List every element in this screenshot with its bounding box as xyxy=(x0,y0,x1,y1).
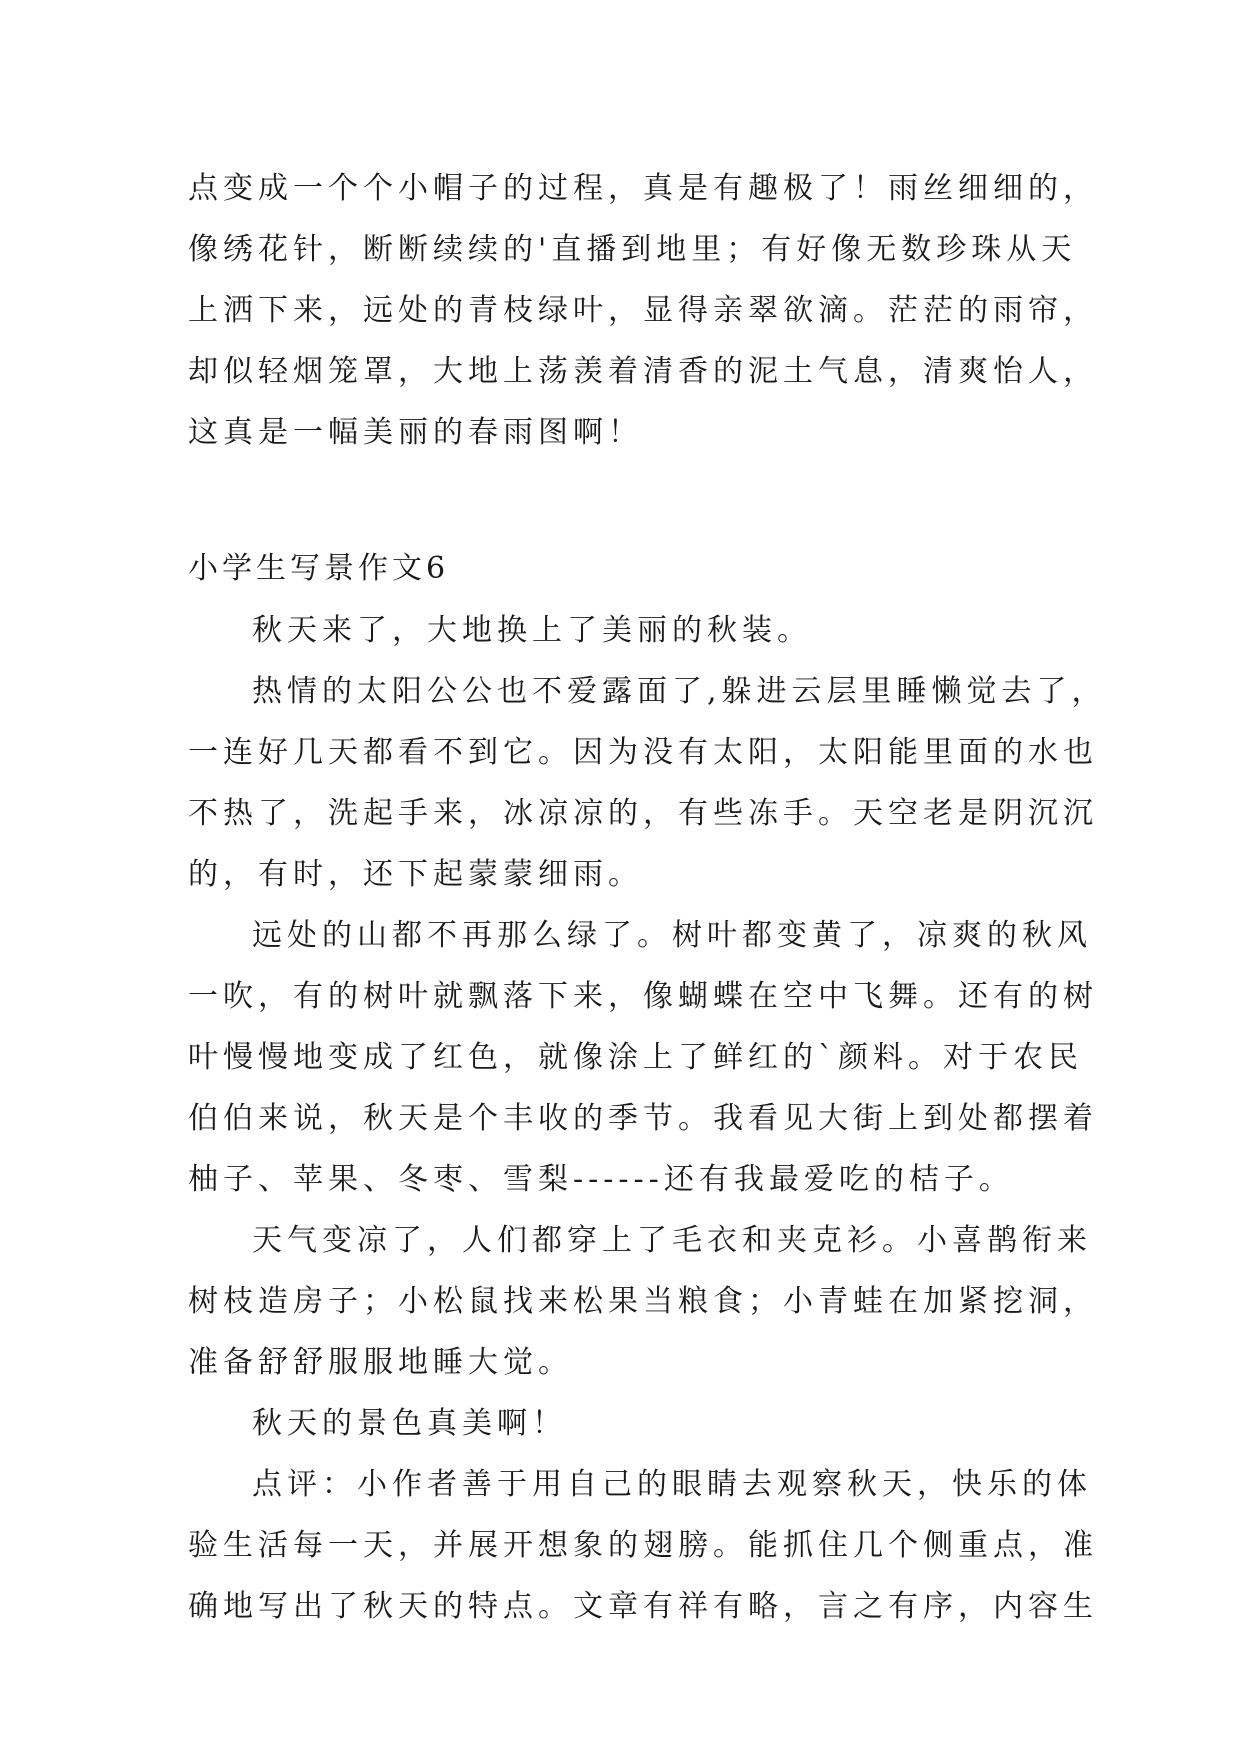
text-line: 热情的太阳公公也不爱露面了,躲进云层里睡懒觉去了， xyxy=(252,674,1107,709)
text-line: 一吹，有的树叶就飘落下来，像蝴蝶在空中飞舞。还有的树 xyxy=(188,979,1098,1014)
text-line: 点评：小作者善于用自己的眼睛去观察秋天，快乐的体 xyxy=(252,1467,1092,1502)
text-line: 不热了，洗起手来，冰凉凉的，有些冻手。天空老是阴沉沉 xyxy=(188,796,1098,831)
text-line: 验生活每一天，并展开想象的翅膀。能抓住几个侧重点，准 xyxy=(188,1528,1098,1563)
text-line: 树枝造房子；小松鼠找来松果当粮食；小青蛙在加紧挖洞， xyxy=(188,1284,1098,1319)
document-body xyxy=(188,158,1107,1637)
text-line: 叶慢慢地变成了红色，就像涂上了鲜红的`颜料。对于农民 xyxy=(188,1040,1083,1075)
text-line: 像绣花针，断断续续的'直播到地里；有好像无数珍珠从天 xyxy=(188,232,1077,267)
text-line: 秋天的景色真美啊！ xyxy=(252,1406,567,1441)
paragraph xyxy=(188,1393,1068,1454)
paragraph xyxy=(188,1210,1098,1393)
text-line: 远处的山都不再那么绿了。树叶都变黄了，凉爽的秋风 xyxy=(252,918,1092,953)
paragraph xyxy=(188,905,1098,1210)
continued-paragraph xyxy=(188,158,1098,463)
text-line: 伯伯来说，秋天是个丰收的季节。我看见大街上到处都摆着 xyxy=(188,1101,1098,1136)
text-line: 上洒下来，远处的青枝绿叶，显得亲翠欲滴。茫茫的雨帘， xyxy=(188,293,1098,328)
paragraph xyxy=(188,661,1107,905)
text-line: 确地写出了秋天的特点。文章有祥有略，言之有序，内容生 xyxy=(188,1589,1098,1624)
section-title: 小学生写景作文6 xyxy=(188,551,450,586)
text-line: 秋天来了，大地换上了美丽的秋装。 xyxy=(252,613,812,648)
text-line: 这真是一幅美丽的春雨图啊！ xyxy=(188,415,643,450)
text-line: 的，有时，还下起蒙蒙细雨。 xyxy=(188,857,643,892)
text-line: 天气变凉了，人们都穿上了毛衣和夹克衫。小喜鹊衔来 xyxy=(252,1223,1092,1258)
paragraph xyxy=(188,600,1068,661)
text-line: 点变成一个个小帽子的过程，真是有趣极了！雨丝细细的， xyxy=(188,171,1098,206)
text-line: 准备舒舒服服地睡大觉。 xyxy=(188,1345,573,1380)
paragraph xyxy=(188,1454,1098,1637)
text-line: 一连好几天都看不到它。因为没有太阳，太阳能里面的水也 xyxy=(188,735,1098,770)
text-line: 柚子、苹果、冬枣、雪梨------还有我最爱吃的桔子。 xyxy=(188,1162,1014,1197)
text-line: 却似轻烟笼罩，大地上荡羡着清香的泥土气息，清爽怡人， xyxy=(188,354,1098,389)
section-spacer xyxy=(188,463,1068,537)
